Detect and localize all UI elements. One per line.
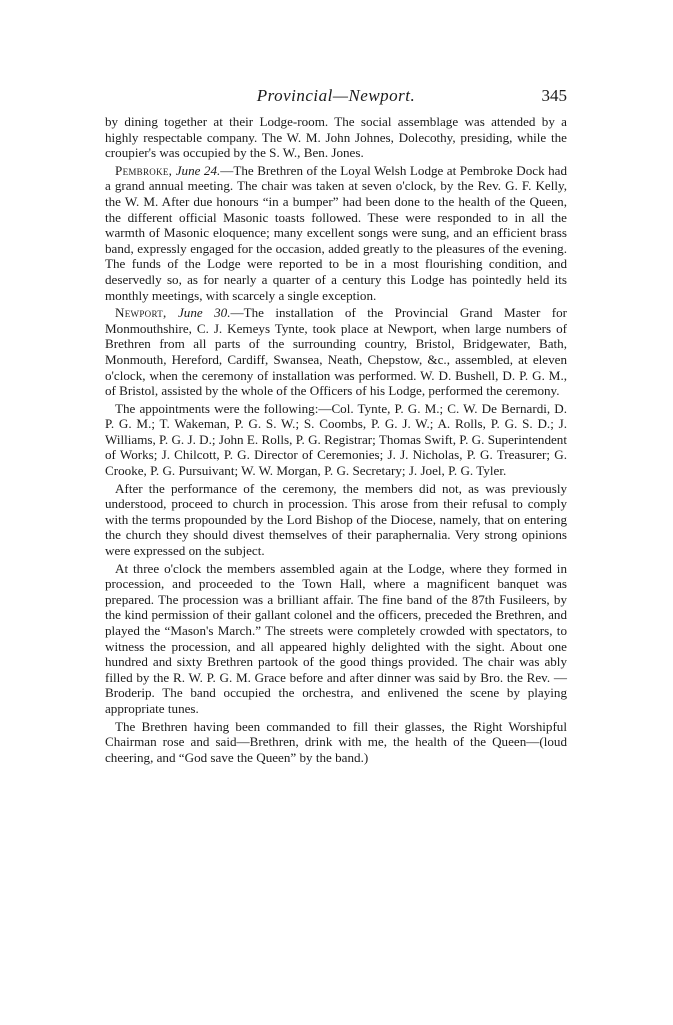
paragraph-newport	[105, 305, 567, 399]
paragraph-text: —The Brethren of the Loyal Welsh Lodge at Pembroke Dock had a grand annual meeting. The chair was taken at seven o'clock, by the Rev. G. F. Kelly, the W. M. After due honours “in a bumper” had been done to the health of the Queen, the different official Masonic toasts followed. These were responded to in all the warmth of Masonic eloquence; many excellent songs were sung, and an efficient brass band, expressly engaged for the occasion, added greatly to the pleasures of the evening. The funds of the Lodge were reported to be in a most flourishing condition, and deservedly so, as for nearly a quarter of a century this Lodge has pointedly held its monthly meetings, with scarcely a single exception.	[105, 162, 567, 303]
paragraph-church-procession	[105, 481, 567, 559]
paragraph-appointments	[105, 401, 567, 479]
paragraph-toast	[105, 719, 567, 766]
paragraph-text: The appointments were the following:—Col. Tynte, P. G. M.; C. W. De Bernardi, D. P. G. M.; T. Wakeman, P. G. S. W.; S. Coombs, P. G. J. W.; A. Rolls, P. G. S. D.; J. Williams, P. G. J. D.; John E. Rolls, P. G. Registrar; Thomas Swift, P. G. Superintendent of Works; J. Chilcott, P. G. Director of Ceremonies; J. J. Nicholas, P. G. Treasurer; G. Crooke, P. G. Pursuivant; W. W. Morgan, P. G. Secretary; J. Joel, P. G. Tyler.	[105, 400, 567, 479]
paragraph-text: —The installation of the Provincial Grand Master for Monmouthshire, C. J. Kemeys Tynte, took place at Newport, when large numbers of Brethren from all parts of the surrounding country, Bristol, Bridgewater, Bath, Monmouth, Hereford, Cardiff, Swansea, Neath, Chepstow, &c., assembled, at eleven o'clock, when the ceremony of installation was performed. W. D. Bushell, D. P. G. M., of Bristol, assisted by the whole of the Officers of his Lodge, performed the ceremony.	[105, 305, 567, 399]
book-page	[105, 86, 567, 765]
dateline: June 30.	[178, 305, 231, 321]
paragraph-text: After the performance of the ceremony, the members did not, as was previously understood, proceed to church in procession. This arose from their refusal to comply with the terms propounded by the Lord Bishop of the Diocese, namely, that on entering the church they should divest themselves of their paraphernalia. Very strong opinions were expressed on the subject.	[105, 480, 567, 559]
paragraph-text: by dining together at their Lodge-room. The social assemblage was attended by a highly respectable company. The W. M. John Johnes, Dolecothy, presiding, while the croupier's was occupied by the S. W., Ben. Jones.	[105, 114, 567, 161]
running-title: Provincial—Newport.	[256, 86, 416, 105]
place-heading: Newport,	[115, 305, 167, 321]
paragraph-dinner-continuation	[105, 114, 567, 161]
body-text	[105, 114, 567, 765]
dateline: June 24.	[175, 162, 221, 178]
running-head	[105, 86, 567, 114]
paragraph-banquet	[105, 561, 567, 717]
paragraph-text: The Brethren having been commanded to fill their glasses, the Right Worshipful Chairman rose and said—Brethren, drink with me, the health of the Queen—(loud cheering, and “God save the Queen” by the band.)	[105, 718, 567, 765]
place-heading: Pembroke,	[115, 162, 173, 178]
paragraph-text: At three o'clock the members assembled again at the Lodge, where they formed in procession, and proceeded to the Town Hall, where a magnificent banquet was prepared. The procession was a brilliant affair. The fine band of the 87th Fusileers, by the kind permission of their gallant colonel and the officers, preceded the Brethren, and played the “Mason's March.” The streets were completely crowded with spectators, to witness the procession, and all appeared highly delighted with the sight. About one hundred and sixty Brethren partook of the good things provided. The chair was ably filled by the R. W. P. G. M. Grace before and after dinner was said by Bro. the Rev. — Broderip. The band occupied the orchestra, and enlivened the scene by playing appropriate tunes.	[105, 560, 567, 716]
page-number: 345	[541, 86, 567, 105]
paragraph-pembroke	[105, 163, 567, 303]
